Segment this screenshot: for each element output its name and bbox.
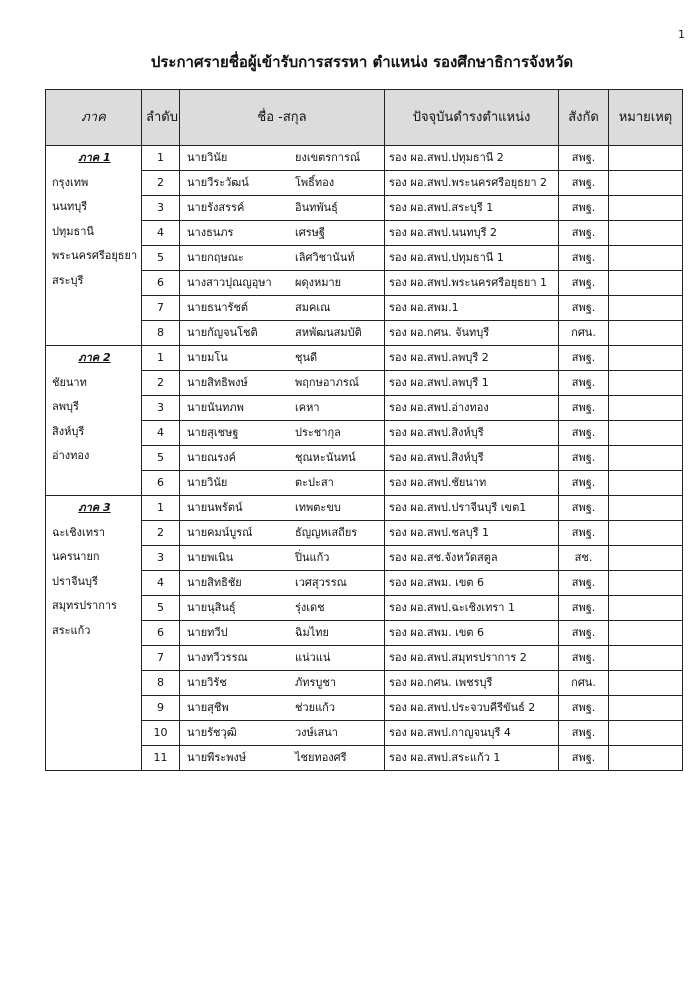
cell-name [180,596,385,621]
cell-remark [609,646,683,671]
name-wrap [184,396,380,420]
cell-name [180,271,385,296]
cell-position: รอง ผอ.สพป.สิงห์บุรี [385,446,559,471]
name-wrap [184,696,380,720]
first-name: นายนันทภพ [187,401,244,414]
region-province: ชัยนาท [52,375,87,389]
cell-position: รอง ผอ.สพป.พระนครศรีอยุธยา 1 [385,271,559,296]
first-name: นายสุเชษฐ [187,426,239,439]
cell-affiliation: สพฐ. [559,346,609,371]
first-name: นายพเนิน [187,551,234,564]
last-name: รุ่งเดช [295,601,325,614]
cell-remark [609,146,683,171]
region-province: สระบุรี [52,273,84,287]
first-name: นายวินัย [187,151,228,164]
first-name: นายวินัย [187,476,228,489]
cell-name [180,146,385,171]
cell-affiliation: สพฐ. [559,646,609,671]
cell-position: รอง ผอ.กศน. จันทบุรี [385,321,559,346]
cell-position: รอง ผอ.สพป.สระแก้ว 1 [385,746,559,771]
table-row [46,496,683,521]
cell-affiliation: กศน. [559,321,609,346]
cell-seq: 5 [142,246,180,271]
region-province: พระนครศรีอยุธยา [52,249,137,262]
cell-name [180,521,385,546]
table-row [46,246,683,271]
name-wrap [184,171,380,195]
name-wrap [184,146,380,170]
cell-remark [609,196,683,221]
header-name: ชื่อ -สกุล [180,90,385,146]
name-wrap [184,746,380,770]
region-cell [46,346,142,496]
header-remark: หมายเหตุ [609,90,683,146]
name-wrap [184,246,380,270]
cell-affiliation: สพฐ. [559,721,609,746]
table-row [46,321,683,346]
table-row [46,471,683,496]
first-name: นายนุสินธุ์ [187,601,236,614]
last-name: เลิศวิชานันท์ [295,251,355,264]
header-region: ภาค [46,90,142,146]
header-position: ปัจจุบันดำรงตำแหน่ง [385,90,559,146]
cell-seq: 9 [142,696,180,721]
cell-remark [609,721,683,746]
header-affiliation: สังกัด [559,90,609,146]
first-name: นายกัญจนโชติ [187,326,258,339]
cell-remark [609,271,683,296]
last-name: ประชากุล [295,426,341,439]
cell-remark [609,396,683,421]
cell-seq: 5 [142,596,180,621]
cell-remark [609,171,683,196]
cell-affiliation: สพฐ. [559,471,609,496]
region-title: ภาค 1 [78,151,111,164]
cell-position: รอง ผอ.สพม. เขต 6 [385,621,559,646]
name-wrap [184,196,380,220]
cell-affiliation: สช. [559,546,609,571]
cell-seq: 7 [142,646,180,671]
cell-position: รอง ผอ.สพป.ประจวบคีรีขันธ์ 2 [385,696,559,721]
last-name: เวศสุวรรณ [295,576,347,589]
table-row [46,696,683,721]
table-row [46,646,683,671]
cell-name [180,571,385,596]
cell-remark [609,746,683,771]
cell-affiliation: สพฐ. [559,696,609,721]
cell-remark [609,346,683,371]
table-row [46,371,683,396]
table-row [46,746,683,771]
last-name: อินทพันธุ์ [295,201,338,214]
table-row [46,671,683,696]
cell-seq: 7 [142,296,180,321]
region-province: ปราจีนบุรี [52,574,98,588]
cell-position: รอง ผอ.กศน. เพชรบุรี [385,671,559,696]
first-name: นายวีระวัฒน์ [187,176,249,189]
cell-seq: 3 [142,196,180,221]
cell-affiliation: สพฐ. [559,221,609,246]
cell-name [180,696,385,721]
cell-name [180,346,385,371]
cell-remark [609,221,683,246]
last-name: ชุนดี [295,351,318,364]
cell-name [180,171,385,196]
name-wrap [184,446,380,470]
cell-affiliation: กศน. [559,671,609,696]
cell-affiliation: สพฐ. [559,271,609,296]
cell-affiliation: สพฐ. [559,496,609,521]
cell-name [180,221,385,246]
cell-affiliation: สพฐ. [559,146,609,171]
cell-affiliation: สพฐ. [559,421,609,446]
cell-affiliation: สพฐ. [559,746,609,771]
cell-affiliation: สพฐ. [559,296,609,321]
cell-seq: 8 [142,671,180,696]
cell-name [180,721,385,746]
first-name: นางทวีวรรณ [187,651,248,664]
name-wrap [184,571,380,595]
name-wrap [184,496,380,520]
first-name: นายธนารัชต์ [187,301,249,314]
cell-position: รอง ผอ.สพป.ปราจีนบุรี เขต1 [385,496,559,521]
cell-seq: 2 [142,521,180,546]
cell-position: รอง ผอ.สพป.ลพบุรี 1 [385,371,559,396]
cell-remark [609,446,683,471]
region-province: สมุทรปราการ [52,599,117,612]
cell-affiliation: สพฐ. [559,621,609,646]
region-province: นนทบุรี [52,200,88,213]
last-name: ฉิมไทย [295,626,329,639]
cell-seq: 1 [142,146,180,171]
table-row [46,221,683,246]
table-row [46,721,683,746]
table-row [46,546,683,571]
table-header-row [46,90,683,146]
name-wrap [184,546,380,570]
cell-seq: 8 [142,321,180,346]
last-name: ช่วยแก้ว [295,701,336,714]
cell-position: รอง ผอ.สพป.อ่างทอง [385,396,559,421]
cell-name [180,446,385,471]
table-row [46,421,683,446]
last-name: โพธิ์ทอง [295,176,335,189]
last-name: ภัทรบูชา [295,676,337,689]
region-province: กรุงเทพ [52,175,89,189]
name-wrap [184,221,380,245]
cell-position: รอง ผอ.สพป.สมุทรปราการ 2 [385,646,559,671]
table-row [46,346,683,371]
first-name: นางธนภร [187,226,234,239]
cell-name [180,396,385,421]
cell-name [180,496,385,521]
first-name: นายสิทธิชัย [187,576,242,589]
cell-remark [609,496,683,521]
cell-remark [609,296,683,321]
cell-remark [609,621,683,646]
table-row [46,446,683,471]
cell-name [180,421,385,446]
cell-affiliation: สพฐ. [559,371,609,396]
name-wrap [184,321,380,345]
region-province: ปทุมธานี [52,224,94,238]
cell-affiliation: สพฐ. [559,171,609,196]
cell-position: รอง ผอ.สพม.1 [385,296,559,321]
last-name: ผดุงหมาย [295,276,342,289]
cell-name [180,321,385,346]
first-name: นายกฤษณะ [187,251,244,264]
first-name: นายคมน์บูรณ์ [187,526,253,539]
cell-position: รอง ผอ.สพป.นนทบุรี 2 [385,221,559,246]
region-title: ภาค 2 [78,351,111,364]
name-wrap [184,671,380,695]
region-province: ฉะเชิงเทรา [52,525,106,539]
cell-position: รอง ผอ.สพป.สิงห์บุรี [385,421,559,446]
name-wrap [184,346,380,370]
first-name: นายนพรัตน์ [187,501,243,514]
table-body [46,146,683,771]
cell-seq: 4 [142,571,180,596]
last-name: ยงเขตรการณ์ [295,151,361,164]
cell-affiliation: สพฐ. [559,571,609,596]
cell-affiliation: สพฐ. [559,521,609,546]
cell-name [180,196,385,221]
name-wrap [184,296,380,320]
first-name: นายพีระพงษ์ [187,751,247,764]
last-name: ชุณหะนันทน์ [295,451,356,464]
cell-affiliation: สพฐ. [559,596,609,621]
first-name: นายรัชวุฒิ [187,726,237,739]
name-wrap [184,621,380,645]
cell-name [180,621,385,646]
cell-name [180,746,385,771]
cell-seq: 2 [142,171,180,196]
region-title: ภาค 3 [78,501,111,514]
first-name: นายมโน [187,351,228,364]
table-row [46,596,683,621]
cell-position: รอง ผอ.สพป.พระนครศรีอยุธยา 2 [385,171,559,196]
cell-remark [609,371,683,396]
region-province: นครนายก [52,550,100,563]
cell-seq: 11 [142,746,180,771]
last-name: ปิ่นแก้ว [295,551,330,564]
cell-remark [609,521,683,546]
table-row [46,196,683,221]
table-row [46,621,683,646]
cell-seq: 3 [142,396,180,421]
cell-name [180,646,385,671]
cell-name [180,471,385,496]
first-name: นายณรงค์ [187,451,236,464]
cell-affiliation: สพฐ. [559,446,609,471]
cell-seq: 1 [142,496,180,521]
cell-position: รอง ผอ.สพป.ฉะเชิงเทรา 1 [385,596,559,621]
region-province: อ่างทอง [52,449,90,462]
cell-position: รอง ผอ.สพป.ปทุมธานี 2 [385,146,559,171]
region-province: สระแก้ว [52,623,91,637]
cell-position: รอง ผอ.สพป.ลพบุรี 2 [385,346,559,371]
cell-seq: 6 [142,621,180,646]
cell-position: รอง ผอ.สพม. เขต 6 [385,571,559,596]
cell-affiliation: สพฐ. [559,196,609,221]
last-name: สมคเณ [295,301,331,314]
region-province: สิงห์บุรี [52,424,85,438]
cell-seq: 4 [142,421,180,446]
header-seq: ลำดับ [142,90,180,146]
cell-remark [609,471,683,496]
last-name: พฤกษอาภรณ์ [295,376,359,389]
cell-seq: 10 [142,721,180,746]
first-name: นางสาวปุณญอุษา [187,276,272,289]
region-cell [46,146,142,346]
table-row [46,521,683,546]
cell-remark [609,596,683,621]
first-name: นายรังสรรค์ [187,201,245,214]
cell-seq: 3 [142,546,180,571]
region-cell [46,496,142,771]
name-wrap [184,521,380,545]
cell-seq: 1 [142,346,180,371]
name-wrap [184,421,380,445]
name-wrap [184,721,380,745]
table-row [46,396,683,421]
cell-position: รอง ผอ.สพป.ปทุมธานี 1 [385,246,559,271]
last-name: สหพัฒนสมบัติ [295,326,362,339]
cell-remark [609,546,683,571]
cell-affiliation: สพฐ. [559,396,609,421]
last-name: ตะปะสา [295,476,334,489]
page-number: 1 [678,28,685,41]
first-name: นายทวีป [187,626,228,639]
name-wrap [184,471,380,495]
name-wrap [184,271,380,295]
cell-remark [609,671,683,696]
cell-seq: 6 [142,271,180,296]
last-name: เศรษฐี [295,226,325,239]
cell-position: รอง ผอ.สพป.กาญจนบุรี 4 [385,721,559,746]
cell-remark [609,571,683,596]
name-wrap [184,646,380,670]
last-name: เคหา [295,401,320,414]
cell-affiliation: สพฐ. [559,246,609,271]
cell-position: รอง ผอ.สพป.ชัยนาท [385,471,559,496]
cell-position: รอง ผอ.สพป.ชลบุรี 1 [385,521,559,546]
region-province: ลพบุรี [52,400,79,413]
cell-remark [609,696,683,721]
cell-seq: 2 [142,371,180,396]
last-name: เทพตะขบ [295,501,341,514]
cell-seq: 5 [142,446,180,471]
cell-remark [609,321,683,346]
last-name: ไชยทองศรี [295,751,347,764]
cell-name [180,371,385,396]
last-name: วงษ์เสนา [295,726,338,739]
table-row [46,146,683,171]
cell-name [180,671,385,696]
last-name: ธัญญหเสถียร [295,526,358,539]
page-title: ประกาศรายชื่อผู้เข้ารับการสรรหา ตำแหน่ง รองศึกษาธิการจังหวัด [150,53,574,71]
cell-seq: 6 [142,471,180,496]
table-row [46,271,683,296]
cell-seq: 4 [142,221,180,246]
table-row [46,296,683,321]
name-wrap [184,371,380,395]
cell-position: รอง ผอ.สพป.สระบุรี 1 [385,196,559,221]
cell-name [180,296,385,321]
cell-remark [609,246,683,271]
cell-name [180,246,385,271]
table-row [46,171,683,196]
name-wrap [184,596,380,620]
cell-position: รอง ผอ.สช.จังหวัดสตูล [385,546,559,571]
first-name: นายวิรัช [187,676,227,689]
cell-name [180,546,385,571]
first-name: นายสิทธิพงษ์ [187,376,248,389]
table-row [46,571,683,596]
first-name: นายสุชีพ [187,701,229,714]
candidate-table [45,89,683,771]
last-name: แน่วแน่ [295,651,331,664]
cell-remark [609,421,683,446]
